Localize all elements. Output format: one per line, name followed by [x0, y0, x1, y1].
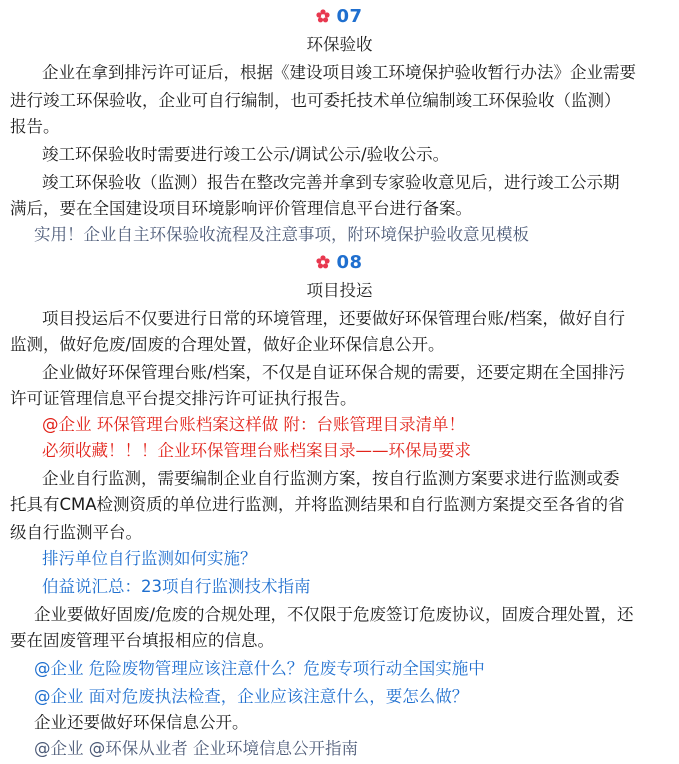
paragraph-line: 托具有CMA检测资质的单位进行监测，并将监测结果和自行监测方案提交至各省的省	[10, 495, 625, 514]
paragraph-line: 企业还要做好环保信息公开。	[34, 713, 249, 732]
article-link-ledger-catalog[interactable]: 必须收藏！！！企业环保管理台账档案目录——环保局要求	[42, 441, 471, 460]
paragraph-line: 竣工环保验收时需要进行竣工公示/调试公示/验收公示。	[42, 145, 450, 164]
paragraph-line: 企业要做好固废/危废的合规处理，不仅限于危废签订危废协议，固废合理处置，还	[34, 605, 634, 624]
paragraph-line: 项目投运后不仅要进行日常的环境管理，还要做好环保管理台账/档案，做好自行	[42, 309, 626, 328]
article-link-self-monitoring[interactable]: 排污单位自行监测如何实施？	[42, 549, 257, 568]
paragraph-line: 报告。	[10, 117, 60, 136]
section-07-header	[0, 4, 679, 30]
flower-icon	[316, 9, 330, 23]
article-link-ledger[interactable]: @企业 环保管理台账档案这样做 附：台账管理目录清单！	[42, 415, 465, 434]
section-08-title: 项目投运	[306, 281, 373, 300]
section-07-number: 07	[336, 6, 363, 27]
article-link-monitoring-guides[interactable]: 伯益说汇总：23项自行监测技术指南	[42, 577, 311, 596]
paragraph-line: 进行竣工环保验收，企业可自行编制，也可委托技术单位编制竣工环保验收（监测）	[10, 91, 621, 110]
paragraph-line: 级自行监测平台。	[10, 523, 142, 542]
paragraph-line: 满后，要在全国建设项目环境影响评价管理信息平台进行备案。	[10, 199, 472, 218]
article-link-waste-inspection[interactable]: @企业 面对危废执法检查，企业应该注意什么，要怎么做？	[34, 687, 469, 706]
article-link-info-disclosure[interactable]: @企业 @环保从业者 企业环境信息公开指南	[34, 739, 358, 758]
flower-icon	[316, 255, 330, 269]
paragraph-line: 企业做好环保管理台账/档案，不仅是自证环保合规的需要，还要定期在全国排污	[42, 363, 626, 382]
paragraph-line: 企业在拿到排污许可证后，根据《建设项目竣工环境保护验收暂行办法》企业需要	[42, 63, 636, 82]
paragraph-line: 竣工环保验收（监测）报告在整改完善并拿到专家验收意见后，进行竣工公示期	[42, 173, 620, 192]
section-08-number: 08	[336, 252, 363, 273]
paragraph-line: 许可证管理信息平台提交排污许可证执行报告。	[10, 389, 357, 408]
paragraph-line: 要在固废管理平台填报相应的信息。	[10, 631, 274, 650]
paragraph-line: 监测，做好危废/固废的合理处置，做好企业环保信息公开。	[10, 335, 445, 354]
article-link-hazardous-waste[interactable]: @企业 危险废物管理应该注意什么？危废专项行动全国实施中	[34, 659, 485, 678]
article-link-acceptance[interactable]: 实用！企业自主环保验收流程及注意事项，附环境保护验收意见模板	[34, 225, 529, 244]
section-07-title: 环保验收	[306, 35, 373, 54]
paragraph-line: 企业自行监测，需要编制企业自行监测方案，按自行监测方案要求进行监测或委	[42, 469, 620, 488]
section-08-header	[0, 250, 679, 276]
